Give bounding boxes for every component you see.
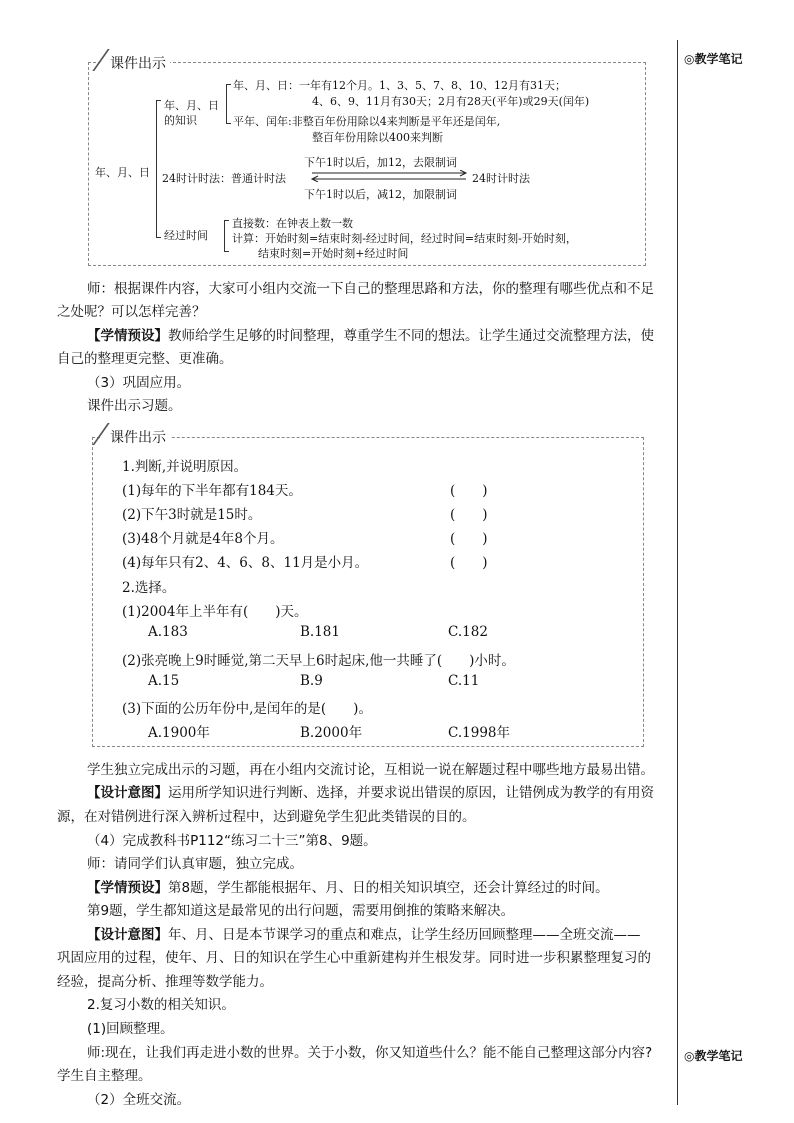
exercise-1-1-answer: ( ) [450,483,488,499]
para-preset-line-1 [87,324,654,344]
branch-1-row-1: 年、月、日：一年有12个月。1、3、5、7、8、10、12月有31天； [233,79,566,92]
para-design-line-2: 源，在对错例进行深入辨析过程中，达到避免学生犯此类错误的目的。 [57,809,476,825]
exercise-2-3-option-a: A.1900年 [148,725,210,741]
branch-1-row-2b: 整百年份用除以400来判断 [312,131,443,144]
para-preset-8-text: 第8题，学生都能根据年、月、日的相关知识填空，还会计算经过的时间。 [168,880,609,896]
exercise-2-1-option-a: A.183 [148,624,188,640]
conversion-top: 下午1时以后，加12，去限制词 [304,156,457,169]
para-discussion-line-2: 之处呢？可以怎样完善？ [57,304,206,320]
para-design2-line-3: 经验，提高分析、推理等数学能力。 [57,974,273,990]
tree-root: 年、月、日 [95,166,150,179]
tag-design-intent-2: 【设计意图】 [87,927,168,943]
para-review-decimals: 2.复习小数的相关知识。 [87,997,235,1013]
para-recall: (1)回顾整理。 [87,1021,174,1037]
para-preset-text: 教师给学生足够的时间整理，尊重学生不同的想法。让学生通过交流整理方法，使 [168,328,654,344]
branch-3-bracket [224,220,229,252]
tree-branch-1-label: 年、月、日 [164,99,219,112]
exercise-2-2-option-b: B.9 [300,673,323,689]
branch-3-row-2: 计算：开始时刻=结束时刻-经过时间，经过时间=结束时刻-开始时刻， [232,232,577,245]
para-design2-line-2: 巩固应用的过程，使年、月、日的知识在学生心中重新建构并生根发芽。同时进一步积累整理复习的 [57,950,651,966]
para-step-3: （3）巩固应用。 [87,375,191,391]
margin-divider [677,40,678,1105]
exercise-2-title: 2.选择。 [122,580,176,596]
exercise-2-3: (3)下面的公历年份中,是闰年的是( )。 [122,701,372,717]
teaching-notes-label-bottom: ◎教学笔记 [684,1049,743,1063]
exercise-2-1-option-b: B.181 [300,624,340,640]
para-decimals-line-1: 师:现在，让我们再走进小数的世界。关于小数，你又知道些什么？能不能自己整理这部分内容? [87,1045,653,1061]
conversion-target: 24时计时法 [472,172,530,185]
branch-1-row-1b: 4、6、9、11月有30天；2月有28天(平年)或29天(闰年) [312,95,590,108]
exercise-2-3-option-b: B.2000年 [300,725,363,741]
para-design-text: 运用所学知识进行判断、选择，并要求说出错误的原因，让错例成为教学的有用资 [168,785,654,801]
exercise-2-1-option-c: C.182 [448,624,488,640]
exercise-2-1: (1)2004年上半年有( )天。 [122,604,308,620]
tree-branch-2-label: 24时计时法：普通计时法 [162,172,286,185]
para-design2-line-1 [87,923,641,943]
teaching-notes-label-top: ◎教学笔记 [684,52,743,66]
exercise-1-3: (3)48个月就是4年8个月。 [122,531,284,547]
para-class-exchange: （2）全班交流。 [87,1092,191,1108]
exercise-1-4-answer: ( ) [450,555,488,571]
para-preset-line-2: 自己的整理更完整、更准确。 [57,351,233,367]
branch-1-row-2: 平年、闰年:非整百年份用除以4来判断是平年还是闰年, [233,115,501,128]
tag-design-intent: 【设计意图】 [87,785,168,801]
tag-learning-preset: 【学情预设】 [87,328,168,344]
branch-3-row-1: 直接数：在钟表上数一数 [232,217,353,230]
tree-branch-1-label-2: 的知识 [164,114,197,127]
exercise-1-2-answer: ( ) [450,507,488,523]
tag-learning-preset-2: 【学情预设】 [87,880,168,896]
exercise-2-2-option-a: A.15 [148,673,180,689]
para-discussion-line-1: 师：根据课件内容，大家可小组内交流一下自己的整理思路和方法，你的整理有哪些优点和不足 [87,281,654,297]
para-teacher-instruct: 师：请同学们认真审题，独立完成。 [87,856,303,872]
exercise-2-2-option-c: C.11 [448,673,480,689]
para-decimals-line-2: 学生自主整理。 [57,1068,152,1084]
conversion-bottom: 下午1时以后，减12，加限制词 [304,188,457,201]
exercise-1-1: (1)每年的下半年都有184天。 [122,483,302,499]
para-preset-8 [87,876,609,896]
exercise-2-3-option-c: C.1998年 [448,725,510,741]
branch-1-bracket [226,84,231,124]
para-show-exercise: 课件出示习题。 [87,398,182,414]
para-question-9: 第9题，学生都知道这是最常见的出行问题，需要用倒推的策略来解决。 [87,903,515,919]
exercise-1-4: (4)每年只有2、4、6、8、11月是小月。 [122,555,369,571]
para-independent: 学生独立完成出示的习题，再在小组内交流讨论，互相说一说在解题过程中哪些地方最易出错。 [87,762,654,778]
tree-root-bracket [156,100,161,238]
conversion-arrows [310,170,470,182]
exercise-1-title: 1.判断,并说明原因。 [122,459,248,475]
courseware-tab-2: 课件出示 [100,427,170,447]
branch-3-row-3: 结束时刻=开始时刻+经过时间 [258,247,409,260]
exercise-1-3-answer: ( ) [450,531,488,547]
exercise-1-2: (2)下午3时就是15时。 [122,507,262,523]
para-design2-text: 年、月、日是本节课学习的重点和难点，让学生经历回顾整理——全班交流—— [168,927,641,943]
para-design-line-1 [87,781,654,801]
tree-branch-3-label: 经过时间 [164,229,208,242]
para-textbook: （4）完成教科书P112“练习二十三”第8、9题。 [87,833,377,849]
courseware-tab-1: 课件出示 [100,53,170,73]
exercise-2-2: (2)张亮晚上9时睡觉,第二天早上6时起床,他一共睡了( )小时。 [122,653,515,669]
